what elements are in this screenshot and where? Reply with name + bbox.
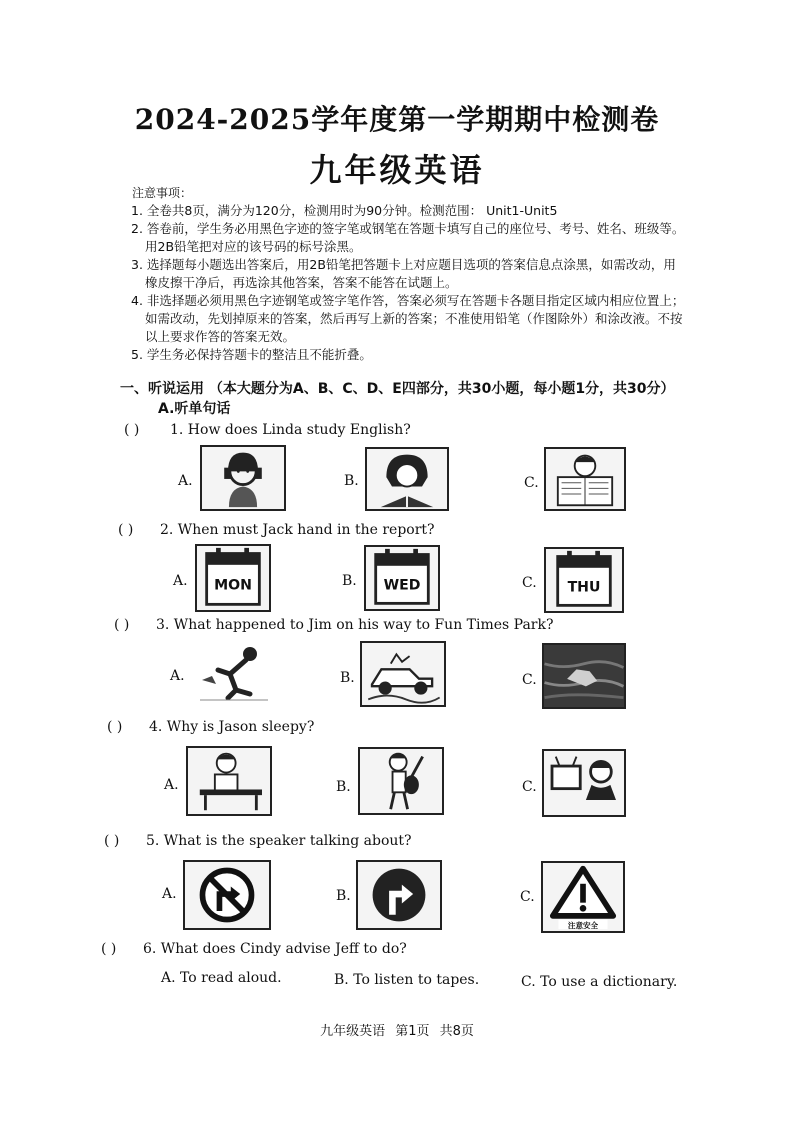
- question-text: 4. Why is Jason sleepy?: [149, 719, 315, 735]
- calendar-mon-image: [195, 544, 271, 612]
- answer-bracket[interactable]: ( ): [107, 719, 123, 735]
- rainy-scene-image: [542, 643, 626, 709]
- person-falling-image: [190, 640, 274, 706]
- notice-line: 以上要求作答的答案无效。: [145, 329, 296, 344]
- text-option-c[interactable]: C. To use a dictionary.: [521, 974, 678, 990]
- calendar-day-label: WED: [383, 577, 421, 594]
- boy-guitar-image: [358, 747, 444, 815]
- option-label: A.: [170, 668, 185, 684]
- option-label: A.: [164, 777, 179, 793]
- option-label: B.: [344, 473, 359, 489]
- notice-list: [131, 202, 781, 364]
- option-label: C.: [524, 475, 539, 491]
- no-right-turn-sign-image: [183, 860, 271, 930]
- calendar-wed-image: [364, 545, 440, 611]
- caution-label: 注意安全: [567, 921, 599, 931]
- calendar-day-label: THU: [567, 579, 601, 596]
- girl-headphones-image: [200, 445, 286, 511]
- notice-line: 如需改动，先划掉原来的答案，然后再写上新的答案；不准使用铅笔（作图除外）和涂改液。不按: [145, 311, 683, 326]
- answer-bracket[interactable]: ( ): [114, 617, 130, 633]
- text-option-a[interactable]: A. To read aloud.: [161, 970, 282, 986]
- exam-title: 2024-2025学年度第一学期期中检测卷: [134, 103, 660, 136]
- notice-line: 2. 答卷前，学生务必用黑色字迹的签字笔或钢笔在答题卡填写自己的座位号、考号、姓名、班级等。: [131, 221, 685, 236]
- exam-subtitle: 九年级英语: [309, 151, 485, 189]
- notice-line: 3. 选择题每小题选出答案后，用2B铅笔把答题卡上对应题目选项的答案信息点涂黑，如需改动，用: [131, 257, 676, 272]
- watching-tv-image: [542, 749, 626, 817]
- notice-line: 用2B铅笔把对应的该号码的标号涂黑。: [145, 239, 362, 254]
- option-label: C.: [522, 575, 537, 591]
- option-label: B.: [336, 779, 351, 795]
- answer-bracket[interactable]: ( ): [118, 522, 134, 538]
- notice-line: 1. 全卷共8页，满分为120分，检测用时为90分钟。检测范围： Unit1-Unit5: [131, 203, 558, 218]
- option-label: B.: [342, 573, 357, 589]
- notice-heading: 注意事项：: [132, 186, 193, 200]
- notice-line: 4. 非选择题必须用黑色字迹钢笔或签字笔作答，答案必须写在答题卡各题目指定区域内相应位置上；: [131, 293, 685, 308]
- question-text: 6. What does Cindy advise Jeff to do?: [143, 941, 407, 957]
- section-title: 一、听说运用: [120, 381, 204, 397]
- answer-bracket[interactable]: ( ): [101, 941, 117, 957]
- section-description: （本大题分为A、B、C、D、E四部分，共30小题，每小题1分，共30分）: [208, 381, 675, 397]
- caution-sign-image: [541, 861, 625, 933]
- option-label: A.: [178, 473, 193, 489]
- calendar-thu-image: [544, 547, 624, 613]
- answer-bracket[interactable]: ( ): [124, 422, 140, 438]
- page-footer: 九年级英语 第1页 共8页: [320, 1024, 474, 1039]
- car-crash-image: [360, 641, 446, 707]
- option-label: A.: [162, 886, 177, 902]
- option-label: C.: [522, 672, 537, 688]
- answer-bracket[interactable]: ( ): [104, 833, 120, 849]
- text-option-b[interactable]: B. To listen to tapes.: [334, 972, 480, 988]
- option-label: C.: [520, 889, 535, 905]
- question-text: 3. What happened to Jim on his way to Fun Times Park?: [156, 617, 554, 633]
- section-heading: [120, 378, 675, 398]
- girl-reading-image: [365, 447, 449, 511]
- notice-line: 5. 学生务必保持答题卡的整洁且不能折叠。: [131, 347, 372, 362]
- right-turn-sign-image: [356, 860, 442, 930]
- part-a-heading: A.听单句话: [158, 401, 231, 417]
- boy-at-desk-image: [186, 746, 272, 816]
- question-text: 2. When must Jack hand in the report?: [160, 522, 435, 538]
- option-label: C.: [522, 779, 537, 795]
- notice-line: 橡皮擦干净后，再选涂其他答案，答案不能答在试题上。: [145, 275, 458, 290]
- question-text: 1. How does Linda study English?: [170, 422, 411, 438]
- option-label: B.: [336, 888, 351, 904]
- boy-newspaper-image: [544, 447, 626, 511]
- question-text: 5. What is the speaker talking about?: [146, 833, 412, 849]
- option-label: A.: [173, 573, 188, 589]
- calendar-day-label: MON: [214, 577, 252, 594]
- option-label: B.: [340, 670, 355, 686]
